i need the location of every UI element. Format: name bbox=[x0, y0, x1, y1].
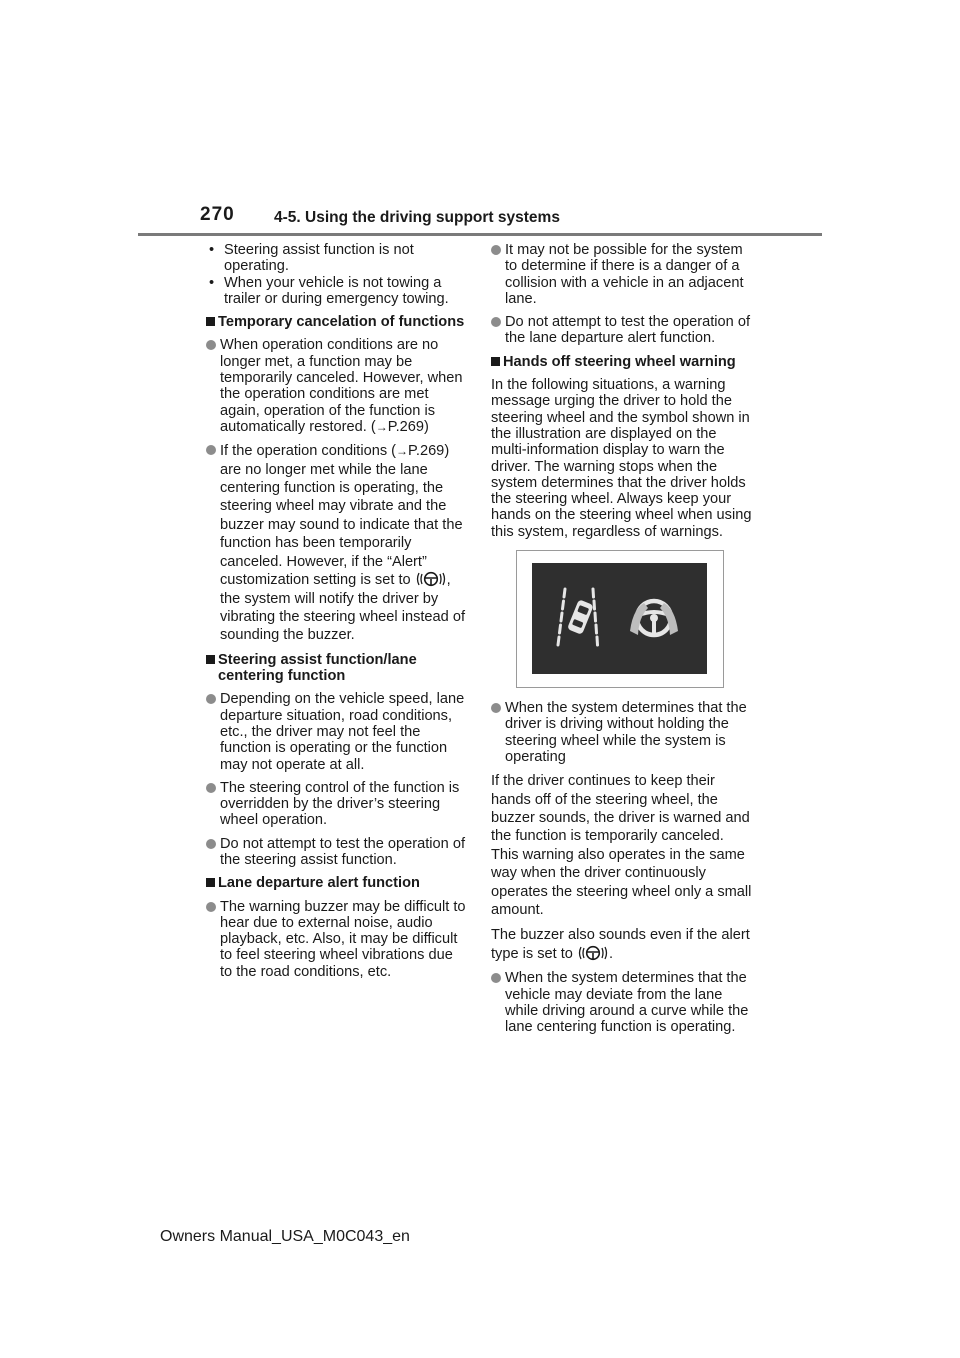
hands-off-intro: In the following situations, a warning message urging the driver to hold the steering wheel and the symbol shown in the illustration are displayed on the multi-information display to warn the driver. The warning stops when the system determines that the driver holds the steering wheel. Always keep your hands on the steering wheel when using this system, regardless of warnings. bbox=[491, 377, 752, 540]
page-footer: Owners Manual_USA_M0C043_en bbox=[160, 1228, 410, 1245]
bullet-item: It may not be possible for the system to determine if there is a danger of a collision with a vehicle in an adjacent lane. bbox=[491, 242, 753, 307]
hands-off-warning-graphic bbox=[532, 563, 707, 674]
bullet-item: The steering control of the function is overridden by the driver’s steering wheel operation. bbox=[206, 780, 468, 829]
display-illustration bbox=[516, 550, 724, 688]
steering-vibration-icon bbox=[415, 571, 447, 587]
page-number: 270 bbox=[200, 204, 235, 225]
square-bullet-icon bbox=[491, 357, 500, 366]
multi-information-display bbox=[532, 563, 707, 674]
square-bullet-icon bbox=[206, 655, 215, 664]
square-bullet-icon bbox=[206, 878, 215, 887]
steering-assist-heading: Steering assist function/lane centering function bbox=[206, 652, 468, 685]
square-bullet-icon bbox=[206, 317, 215, 326]
bullet-item: If the operation conditions (→P.269) are no longer met while the lane centering function is operating, the steering wheel may vibrate and the buzzer may sound to indicate that the function has been temporarily canceled. However, if the “Alert” customization setting is set to , the system will notify the driver by vibrating the steering wheel instead of sounding the buzzer. bbox=[206, 442, 468, 644]
hands-off-heading: Hands off steering wheel warning bbox=[491, 354, 753, 370]
header-rule bbox=[138, 233, 822, 236]
condition-list bbox=[206, 242, 468, 307]
section-title: 4-5. Using the driving support systems bbox=[274, 209, 560, 226]
circle-bullet-icon bbox=[491, 245, 501, 255]
circle-bullet-icon bbox=[491, 317, 501, 327]
hands-off-paragraph: If the driver continues to keep their hands off of the steering wheel, the buzzer sounds, the driver is warned and the function is temporarily canceled. This warning also operates in the same way when the driver continuously operates the steering wheel only a small amount. bbox=[491, 773, 752, 919]
bullet-item: When operation conditions are no longer met, a function may be temporarily canceled. However, when the operation conditions are met again, operation of the function is automatically restored. (→P.269) bbox=[206, 337, 468, 435]
circle-bullet-icon bbox=[491, 703, 501, 713]
circle-bullet-icon bbox=[206, 340, 216, 350]
page-header bbox=[138, 200, 822, 236]
arrow-right-icon: → bbox=[375, 419, 388, 434]
circle-bullet-icon bbox=[206, 902, 216, 912]
bullet-item: The warning buzzer may be difficult to hear due to external noise, audio playback, etc. Also, it may be difficult to feel steering wheel vibrations due to the road conditions, etc. bbox=[206, 899, 468, 980]
page-reference-link[interactable]: P.269 bbox=[387, 418, 425, 435]
right-column bbox=[491, 242, 753, 1042]
circle-bullet-icon bbox=[206, 445, 216, 455]
left-column bbox=[206, 242, 468, 987]
arrow-right-icon: → bbox=[396, 444, 409, 459]
circle-bullet-icon bbox=[206, 694, 216, 704]
page-reference-link[interactable]: P.269 bbox=[408, 443, 445, 460]
bullet-item: When the system determines that the driver is driving without holding the steering wheel while the system is operating bbox=[491, 700, 753, 765]
temp-cancel-heading: Temporary cancelation of functions bbox=[206, 314, 468, 330]
circle-bullet-icon bbox=[206, 783, 216, 793]
buzzer-paragraph: The buzzer also sounds even if the alert type is set to . bbox=[491, 927, 750, 962]
bullet-item: When the system determines that the vehicle may deviate from the lane while driving around a curve while the lane centering function is operating. bbox=[491, 970, 753, 1035]
steering-vibration-icon bbox=[577, 945, 609, 961]
circle-bullet-icon bbox=[491, 973, 501, 983]
hands-on-wheel-icon bbox=[630, 601, 678, 635]
list-item: • When your vehicle is not towing a trailer or during emergency towing. bbox=[206, 275, 468, 308]
bullet-item: Depending on the vehicle speed, lane departure situation, road conditions, etc., the driver may not feel the function is operating or the function may not operate at all. bbox=[206, 691, 468, 772]
lane-departure-heading: Lane departure alert function bbox=[206, 875, 468, 891]
list-item: • Steering assist function is not operating. bbox=[206, 242, 468, 275]
bullet-item: Do not attempt to test the operation of the lane departure alert function. bbox=[491, 314, 753, 347]
circle-bullet-icon bbox=[206, 839, 216, 849]
lane-departure-icon bbox=[558, 589, 598, 645]
bullet-item: Do not attempt to test the operation of the steering assist function. bbox=[206, 836, 468, 869]
